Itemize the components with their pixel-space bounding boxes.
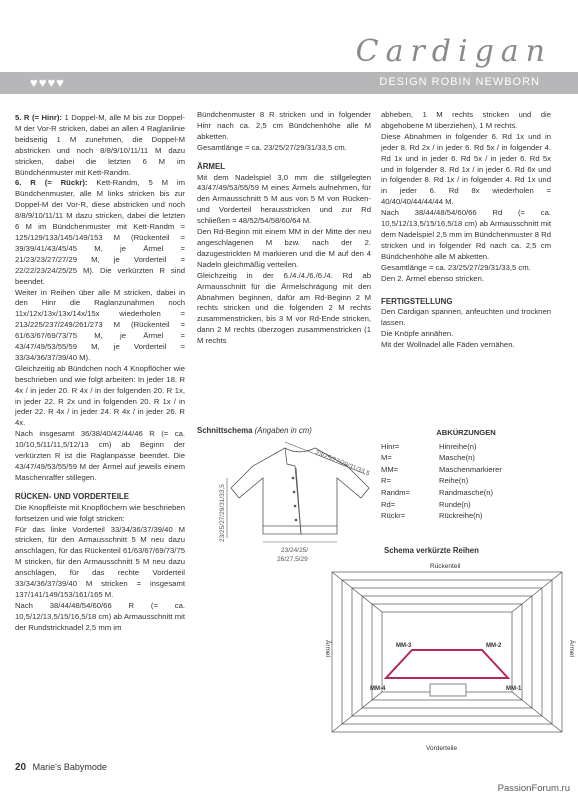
raglan-paragraph: Weiter in Reihen über alle M stricken, dabei in den Hinr die Raglanzunahmen noch 11x/12x/13x/13x/14x/15x wiederholen = 213/225/237/249/261/273 M (Rückenteil = 61/63/67/69/73/75 M, je Ärmel = 43/47/49/53/55/59 M, je Vorderteil = 33/34/36/37/39/40 M).: [15, 287, 185, 362]
left-sleeve-label: Ärmel: [324, 640, 331, 657]
body-rib-paragraph: Nach 38/44/48/54/60/66 R (= ca. 10,5/12/13,5/15/16,5/18 cm) ab Armausschnitt mit der Rundstricknadel 2,5 mm im: [15, 600, 185, 632]
raglan-end-paragraph: Nach insgesamt 36/38/40/42/44/46 R (= ca. 10/10,5/11/11,5/12/13 cm) ab Beginn der verkürzten R ist die Raglanpasse beendet. Die 43/47/49/53/55/59 M der Ärmel auf jeweils einem Maschenraffer stillegen.: [15, 429, 185, 482]
finishing-2: Die Knöpfe annähen.: [381, 329, 454, 339]
schema-bottom-label-2: 26/27,5/29: [277, 556, 308, 563]
page-title: Cardigan: [355, 34, 552, 69]
schema-title: Schnittschema (Angaben in cm): [197, 426, 312, 435]
sleeve-pickup-paragraph: Mit dem Nadelspiel 3,0 mm die stillgelegten 43/47/49/53/55/59 M eines Ärmels aufnehmen, für den Armausschnitt 5 M aus von 5 M von Rücken- und Vorderteil herausstricken und zur Rd schließen = 48/52/54/58/60/64 M.: [197, 172, 371, 226]
sleeve-length-paragraph: Gesamtlänge = ca. 23/25/27/29/31/33,5 cm.: [381, 262, 531, 272]
footer: [15, 762, 107, 773]
length-paragraph: Gesamtlänge = ca. 23/25/27/29/31/33,5 cm.: [197, 142, 347, 152]
back-label: Rückenteil: [430, 563, 461, 570]
row-5-paragraph: 5. R (= Hinr): 1 Doppel-M, alle M bis zur Doppel-M der Vor-R stricken, dabei an allen 4 Raglanlinie beidseitig 1 M zunehmen, die Doppel-M abstricken und noch 8/8/9/10/11/11 M dazu stricken, dabei die letzten 6 M im Bündchenmuster mit Kett-Randm.: [15, 113, 185, 177]
section-heading-body: RÜCKEN- UND VORDERTEILE: [15, 491, 129, 501]
finishing-3: Mit der Wollnadel alle Fäden vernähen.: [381, 340, 515, 350]
column-3: [381, 110, 551, 351]
finishing-1: Den Cardigan spannen, anfeuchten und trocknen lassen.: [381, 307, 551, 328]
rib-end-paragraph: Bündchenmuster 8 R stricken und in folgender Hinr nach ca. 2,5 cm Bündchenhöhe alle M abketten.: [197, 110, 371, 141]
abbr-row: MM= Maschenmarkierer: [381, 464, 502, 474]
abbr-row: Hinr= Hinreihe(n): [381, 441, 477, 451]
fronts-label: Vorderteile: [426, 745, 458, 752]
column-2: [197, 110, 371, 347]
short-rows-diagram: [318, 560, 578, 760]
buttonhole-paragraph: Gleichzeitig ab Bündchen noch 4 Knopflöcher wie beschrieben und wie folgt arbeiten: In jeder 18. R 4x / in jeder 20. R 4x / in der folgenden 20. R 1x, in jeder 22. R 2x und in folgenden 20. R 1x / in jeder 22. R 4x / in jeder 24. R 4x / in jeder 26. R 4x.: [15, 363, 185, 428]
abbreviations-title: ABKÜRZUNGEN: [436, 428, 496, 437]
mm3-label: MM-3: [396, 643, 412, 649]
abbreviations-box: [381, 427, 551, 522]
abbr-row: M= Masche(n): [381, 453, 475, 463]
body-cast-paragraph: Für das linke Vorderteil 33/34/36/37/39/40 M stricken, für den Armausschnitt 5 M neu dazu anschlagen, für das Rückenteil 61/63/67/69/73/75 M stricken, für den Armausschnitt 5 M neu dazu anschlagen, für das rechte Vorderteil 33/34/36/37/39/40 M stricken = insgesamt 137/141/149/153/161/165 M.: [15, 524, 185, 599]
schema-side-label: 23/25/27/29/31/33,5: [219, 484, 226, 542]
cardigan-schema: [197, 438, 379, 568]
mm1-label: MM-1: [506, 686, 522, 692]
sleeve-marker-paragraph: Den Rd-Beginn mit einem MM in der Mitte der neu angeschlagenen M bzw. nach der 2. dazugestrickten M markieren und die M auf den 4 Nadeln gleichmäßig verteilen.: [197, 227, 371, 269]
right-sleeve-label: Ärmel: [568, 640, 575, 657]
mm2-label: MM-2: [486, 643, 502, 649]
watermark: PassionForum.ru: [497, 783, 570, 794]
row-6-paragraph: 6. R (= Rückr): Kett-Randm, 5 M im Bündchenmuster, alle M links stricken bis zur Doppel-M der Vor-R, diese abstricken und noch 8/8/9/10/11/11 M dazu stricken, dabei die letzten 6 M im Bündchenmuster mit Kett-Randm = 125/129/133/145/149/153 M (Rückenteil = 39/39/41/43/45/45 M, je Ärmel = 21/23/23/27/27/29 M, je Vorderteil = 22/22/23/24/25/25 M). Die verkürzten R sind beendet.: [15, 178, 185, 286]
heart-icons: ♥♥♥♥: [30, 75, 65, 90]
schema-bottom-label-1: 23/24/25/: [281, 547, 309, 554]
decrease-cont-paragraph: abheben, 1 M rechts stricken und die abgehobene M überziehen), 1 M rechts.: [381, 110, 551, 130]
decrease-repeat-paragraph: Diese Abnahmen in folgender 6. Rd 1x und in jeder 8. Rd 2x / in jeder 6. Rd 5x / in folgender 4. Rd 1x und in jeder 6. Rd 5x / in jeder 6. Rd 5x und in folgender 8. Rd 1x / in jeder 6. Rd 6x und in folgender 8. Rd 1x / in folgender 4. Rd 1x und in jeder 6. Rd 8x wiederholen = 40/40/40/44/44/44 M.: [381, 131, 551, 207]
sleeve-decrease-paragraph: Gleichzeitig in der 6./4./4./6./6./4. Rd ab Armausschnitt für die Ärmelschrägung mit den Abnahmen beginnen, dafür am Rd-Beginn 2 M rechts stricken und die folgenden 2 M rechts zusammenstricken, bis 3 M vor Rd-Ende stricken, dann 2 M rechts überzogen zusammenstricken (1 M rechts: [197, 270, 371, 346]
header-band: [0, 72, 578, 94]
sleeve-rib-paragraph: Nach 38/44/48/54/60/66 Rd (= ca. 10,5/12/13,5/15/16,5/18 cm) ab Armausschnitt mit dem Nadelspiel 2,5 mm im Bündchenmuster 8 Rd stricken und in folgender Rd nach ca. 2,5 cm Bündchenhöhe alle M abketten.: [381, 208, 551, 261]
section-heading-finishing: FERTIGSTELLUNG: [381, 296, 453, 306]
body-intro: Die Knopfleiste mit Knopflöchern wie beschrieben fortsetzen und wie folgt stricken:: [15, 502, 185, 523]
brand-name: Marie's Babymode: [32, 762, 107, 772]
design-label: DESIGN ROBIN NEWBORN: [379, 76, 540, 88]
section-heading-sleeve: ÄRMEL: [197, 161, 226, 171]
abbr-row: Rückr= Rückreihe(n): [381, 511, 483, 521]
page-number: 20: [15, 762, 27, 773]
column-1: [15, 113, 185, 634]
mm4-label: MM-4: [370, 686, 386, 692]
abbr-row: Rd= Runde(n): [381, 499, 471, 509]
schema-top-label: 23/25/27/29/31/33,5: [314, 449, 371, 478]
abbr-row: R= Reihe(n): [381, 476, 469, 486]
abbr-row: Randm= Randmasche(n): [381, 487, 494, 497]
second-sleeve-paragraph: Den 2. Ärmel ebenso stricken.: [381, 273, 484, 283]
rows-diagram-title: Schema verkürzte Reihen: [384, 546, 479, 555]
